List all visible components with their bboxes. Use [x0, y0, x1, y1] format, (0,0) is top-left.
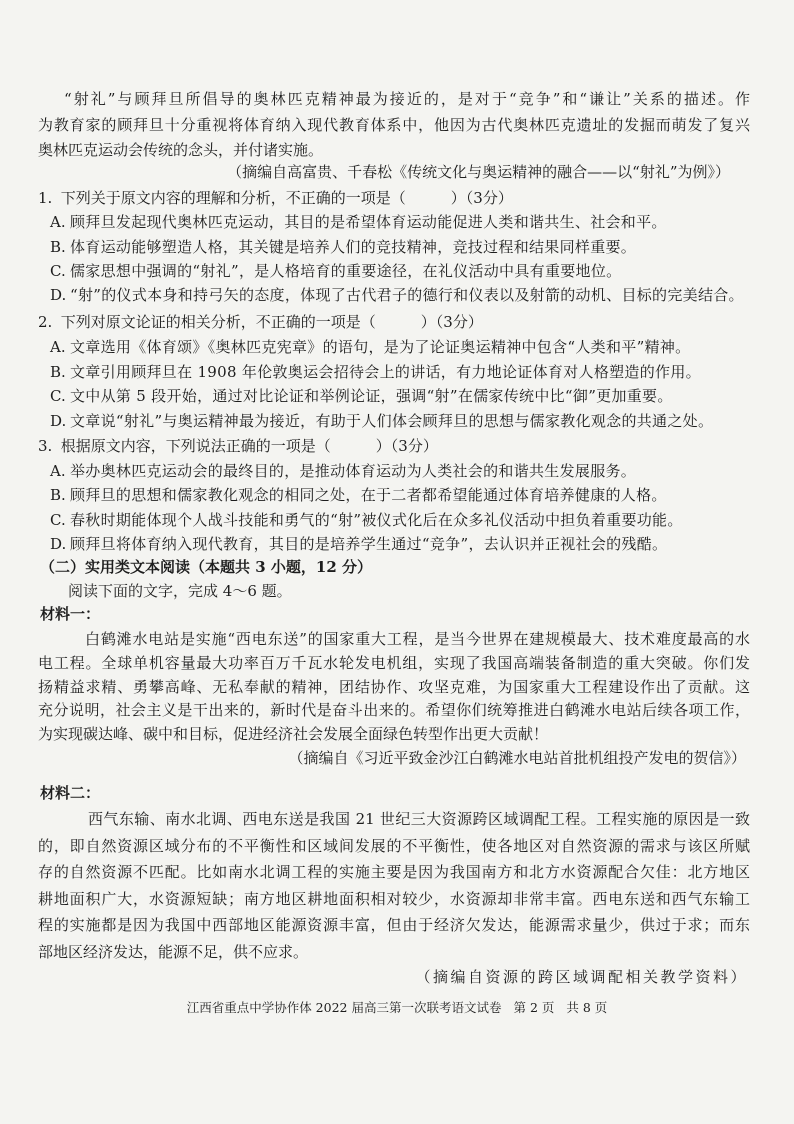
material-line: 西气东输、南水北调、西电东送是我国 21 世纪三大资源跨区域调配工程。工程实施的原因是一致 — [88, 810, 750, 828]
option-letter: D. — [50, 535, 67, 553]
material-line: 程的实施都是因为我国中西部地区能源资源丰富，但由于经济欠发达，能源需求量少，供过于求；而东 — [38, 916, 750, 935]
option-text: “射”的仪式本身和持弓矢的态度，体现了古代君子的德行和仪表以及射箭的动机、目标的完美结合。 — [70, 286, 744, 305]
material-source-text: （摘编自《习近平致金沙江白鹤滩水电站首批机组投产发电的贺信》） — [288, 749, 746, 767]
question-number: 2. — [38, 313, 53, 331]
option-text: 顾拜旦将体育纳入现代教育，其目的是培养学生通过“竞争”，去认识并正视社会的残酷。 — [70, 535, 668, 553]
option-text: 体育运动能够塑造人格，其关键是培养人们的竞技精神，竞技过程和结果同样重要。 — [70, 237, 637, 256]
material-label: 材料一： — [40, 605, 101, 623]
question-stem — [38, 186, 750, 210]
option-text: 文章引用顾拜旦在 1908 年伦敦奥运会招待会上的讲话，有力地论证体育对人格塑造的作用。 — [70, 362, 701, 381]
question-3 — [38, 434, 750, 557]
option-a — [38, 459, 750, 484]
section-heading — [40, 555, 752, 579]
question-number: 3. — [38, 437, 53, 455]
material-line: 耕地面积广大，水资源短缺；南方地区耕地面积相对较少，水资源却非常丰富。西电东送和西气东输工 — [38, 889, 750, 908]
material-1-paragraph — [38, 628, 750, 747]
option-text: 文章说“射礼”与奥运精神最为接近，有助于人们体会顾拜旦的思想与儒家教化观念的共通之处。 — [70, 412, 714, 431]
section-instruction — [68, 579, 668, 603]
instruction-text: 阅读下面的文字，完成 4～6 题。 — [68, 582, 292, 600]
question-1 — [38, 186, 750, 307]
passage-line: 为教育家的顾拜旦十分重视将体育纳入现代教育体系中，他因为古代奥林匹克遗址的发掘而萌发了复兴 — [38, 115, 750, 134]
page-footer — [0, 996, 794, 1020]
question-stem — [38, 434, 750, 459]
option-letter: C. — [50, 387, 66, 406]
material-line: 为实现碳达峰、碳中和目标，促进经济社会发展全面绿色转型作出更大贡献！ — [38, 725, 549, 744]
option-letter: A. — [50, 337, 66, 356]
passage-source — [38, 160, 730, 184]
question-number: 1. — [38, 189, 53, 207]
material-source-text: （摘编自资源的跨区域调配相关教学资料） — [415, 968, 748, 986]
question-2 — [38, 310, 750, 434]
passage-line: 奥林匹克运动会传统的念头，并付诸实施。 — [38, 141, 324, 159]
page-number: 第 2 页 — [513, 1000, 555, 1015]
material-2-label — [40, 781, 752, 805]
question-text: 根据原文内容，下列说法正确的一项是（ ）（3分） — [60, 437, 438, 455]
option-c — [38, 259, 750, 283]
option-c — [38, 384, 750, 409]
option-d — [38, 532, 750, 557]
question-text: 下列关于原文内容的理解和分析，不正确的一项是（ ）（3分） — [60, 189, 513, 207]
option-letter: B. — [50, 486, 66, 504]
section-title: （二）实用类文本阅读（本题共 3 小题，12 分） — [40, 558, 372, 576]
material-line: 电工程。全球单机容量最大功率百万千瓦水轮发电机组，实现了我国高端装备制造的重大突破。你们发 — [38, 653, 750, 672]
passage-paragraph — [38, 87, 750, 164]
option-b — [38, 483, 750, 508]
material-line: 存的自然资源不匹配。比如南水北调工程的实施主要是因为我国南方和北方水资源配合欠佳：北方地区 — [38, 863, 750, 882]
material-label: 材料二： — [40, 784, 101, 802]
option-text: 顾拜旦的思想和儒家教化观念的相同之处，在于二者都希望能通过体育培养健康的人格。 — [70, 486, 667, 504]
option-c — [38, 508, 750, 533]
material-line: 充分说明，社会主义是干出来的，新时代是奋斗出来的。希望你们统筹推进白鹤滩水电站后续各项工作， — [38, 701, 750, 720]
option-letter: A. — [50, 213, 66, 232]
material-line: 白鹤滩水电站是实施“西电东送”的国家重大工程，是当今世界在建规模最大、技术难度最高的水 — [85, 630, 750, 648]
option-text: 顾拜旦发起现代奥林匹克运动，其目的是希望体育运动能促进人类和谐共生、社会和平。 — [70, 213, 667, 232]
option-a — [38, 210, 750, 234]
option-d — [38, 409, 750, 434]
option-letter: D. — [50, 412, 67, 431]
option-text: 春秋时期能体现个人战斗技能和勇气的“射”被仪式化后在众多礼仪活动中担负着重要功能。 — [70, 510, 683, 529]
page-total: 共 8 页 — [566, 1000, 608, 1015]
option-letter: A. — [50, 461, 66, 480]
material-2-paragraph — [38, 806, 750, 966]
material-2-source — [38, 965, 748, 989]
material-1-label — [40, 602, 752, 626]
passage-line: “射礼”与顾拜旦所倡导的奥林匹克精神最为接近的，是对于“竞争”和“谦让”关系的描述。作 — [64, 90, 750, 108]
option-letter: D. — [50, 286, 67, 305]
option-letter: B. — [50, 237, 66, 256]
option-text: 文章选用《体育颂》《奥林匹克宪章》的语句，是为了论证奥运精神中包含“人类和平”精神。 — [70, 337, 691, 356]
option-text: 举办奥林匹克运动会的最终目的，是推动体育运动为人类社会的和谐共生发展服务。 — [70, 461, 637, 480]
option-text: 儒家思想中强调的“射礼”，是人格培育的重要途径，在礼仪活动中具有重要地位。 — [70, 261, 622, 280]
option-letter: C. — [50, 510, 66, 529]
question-stem — [38, 310, 750, 335]
option-b — [38, 360, 750, 385]
option-d — [38, 283, 750, 307]
passage-source-text: （摘编自高富贵、千春松《传统文化与奥运精神的融合——以“射礼”为例》） — [227, 163, 730, 181]
material-1-source — [38, 746, 746, 770]
option-b — [38, 235, 750, 259]
material-line: 的，即自然资源区域分布的不平衡性和区域间发展的不平衡性，使各地区对自然资源的需求与该区所赋 — [38, 836, 750, 855]
material-line: 部地区经济发达，能源不足，供不应求。 — [38, 942, 309, 961]
question-text: 下列对原文论证的相关分析，不正确的一项是（ ）（3分） — [60, 313, 483, 331]
option-letter: C. — [50, 261, 66, 280]
exam-title: 江西省重点中学协作体 2022 届高三第一次联考语文试卷 — [186, 1000, 502, 1015]
option-text: 文中从第 5 段开始，通过对比论证和举例论证，强调“射”在儒家传统中比“御”更加重要。 — [70, 387, 673, 406]
option-a — [38, 335, 750, 360]
option-letter: B. — [50, 362, 66, 381]
material-line: 扬精益求精、勇攀高峰、无私奉献的精神，团结协作、攻坚克难，为国家重大工程建设作出了贡献。这 — [38, 677, 750, 696]
